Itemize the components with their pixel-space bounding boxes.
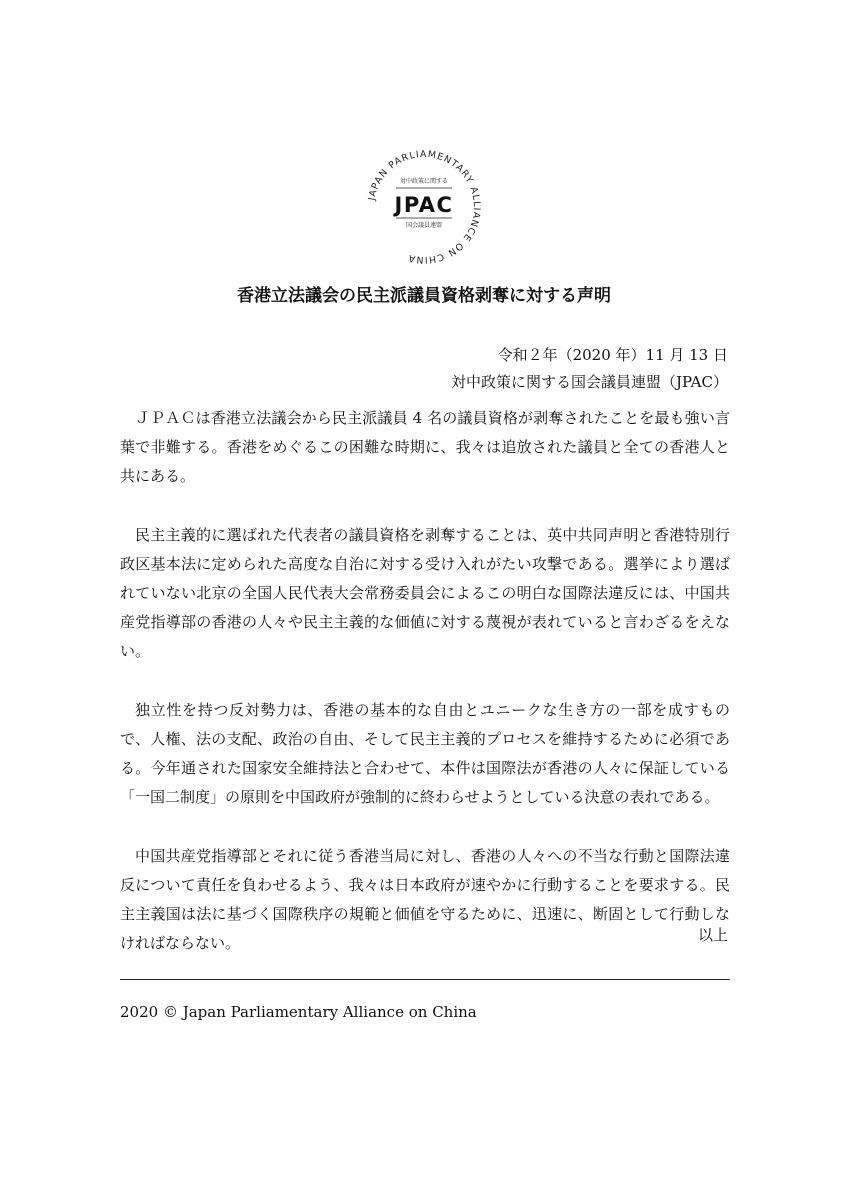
logo-ring-text: JAPAN PARLIAMENTARY ALLIANCE ON CHINA <box>366 148 483 266</box>
closing-text: 以上 <box>697 926 728 944</box>
document-body <box>120 404 730 988</box>
logo-upper-text: 対中政策に関する <box>399 178 449 185</box>
body-paragraph: 独立性を持つ反対勢力は、香港の基本的な自由とユニークな生き方の一部を成すもので、人権、法の支配、政治の自由、そして民主主義的プロセスを維持するために必須である。今年通された国家安全維持法と合わせて、本件は国際法が香港の人々に保証している「一国二制度」の原則を中国政府が強制的に終わらせようとしている決意の表れである。 <box>120 701 730 806</box>
body-paragraph: 中国共産党指導部とそれに従う香港当局に対し、香港の人々への不当な行動と国際法違反について責任を負わせるよう、我々は日本政府が速やかに行動することを要求する。民主主義国は法に基づく国際秩序の規範と価値を守るために、迅速に、断固として行動しなければならない。 <box>120 847 730 952</box>
footer-copyright: 2020 © Japan Parliamentary Alliance on China <box>120 1003 477 1021</box>
document-issuer: 対中政策に関する国会議員連盟（JPAC） <box>450 373 728 391</box>
document-meta <box>451 342 728 396</box>
body-paragraph: ＪＰＡＣは香港立法議会から民主派議員 4 名の議員資格が剥奪されたことを最も強い言葉で非難する。香港をめぐるこの困難な時期に、我々は追放された議員と全ての香港人と共にある。 <box>120 409 730 485</box>
document-title: 香港立法議会の民主派議員資格剥奪に対する声明 <box>237 286 611 306</box>
logo-lower-text: 国会議員連盟 <box>405 222 443 229</box>
footer-divider <box>120 979 730 980</box>
document-date: 令和２年（2020 年）11 月 13 日 <box>497 346 728 364</box>
logo-main-text: JPAC <box>394 193 454 217</box>
body-paragraph: 民主主義的に選ばれた代表者の議員資格を剥奪することは、英中共同声明と香港特別行政区基本法に定められた高度な自治に対する受け入れがたい攻撃である。選挙により選ばれていない北京の全国人民代表大会常務委員会によるこの明白な国際法違反には、中国共産党指導部の香港の人々や民主主義的な価値に対する蔑視が表れていると言わざるをえない。 <box>120 526 730 660</box>
jpac-logo <box>364 147 484 267</box>
jpac-seal-icon <box>364 147 484 267</box>
